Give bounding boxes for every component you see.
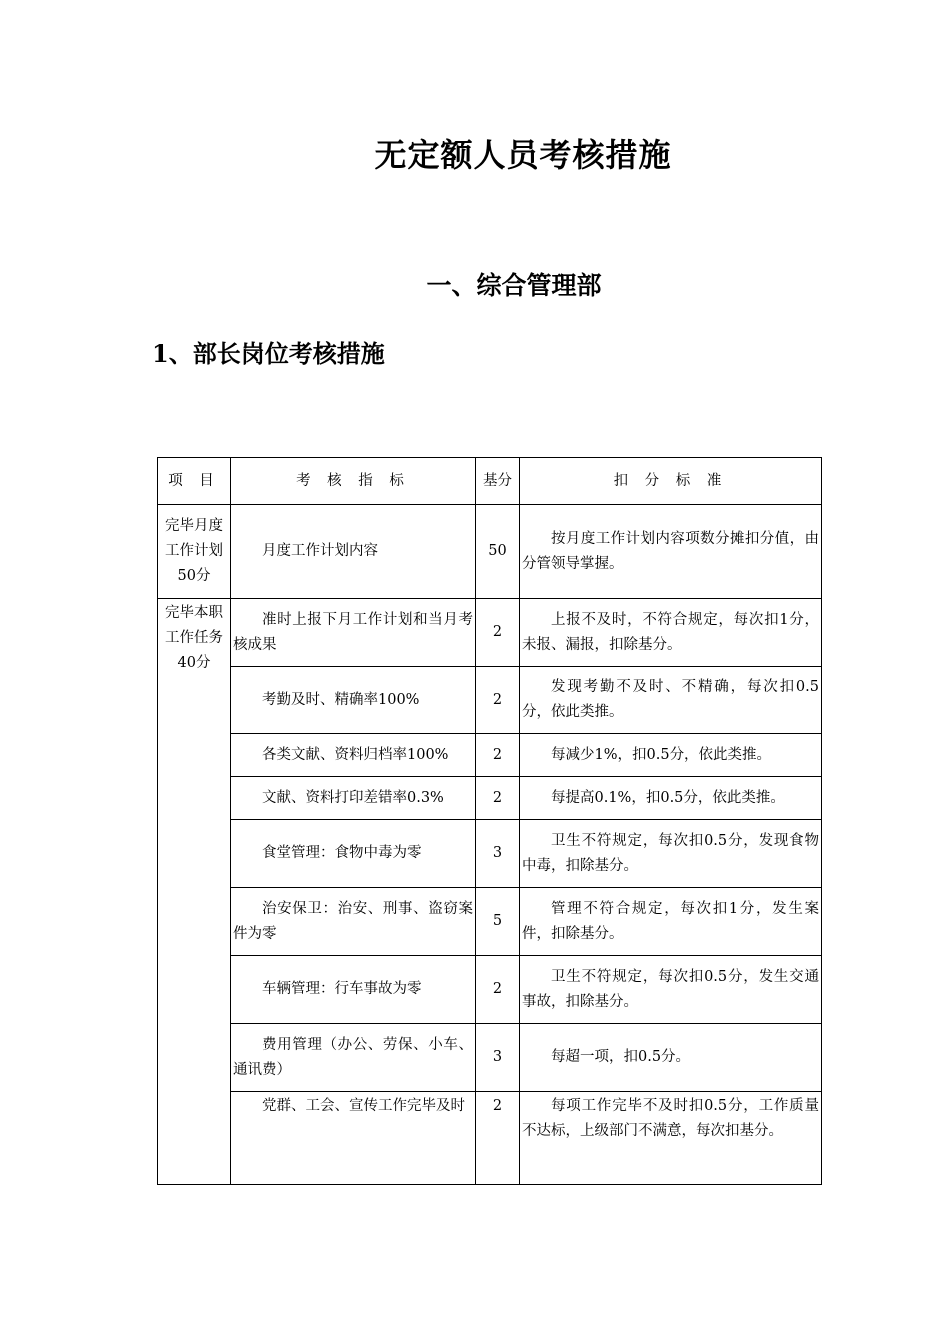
standard-cell: 每提高0.1%，扣0.5分，依此类推。 <box>520 777 822 820</box>
standard-cell: 发现考勤不及时、不精确，每次扣0.5分，依此类推。 <box>520 667 822 734</box>
table-row <box>158 1092 822 1185</box>
base-score-cell: 2 <box>476 777 520 820</box>
base-score-cell: 50 <box>476 505 520 599</box>
base-score-cell: 2 <box>476 1092 520 1185</box>
base-score-cell: 2 <box>476 734 520 777</box>
project-cell: 完毕月度工作计划50分 <box>158 505 231 599</box>
table-row <box>158 734 822 777</box>
standard-cell: 上报不及时，不符合规定，每次扣1分，未报、漏报，扣除基分。 <box>520 599 822 667</box>
subsection-heading: 1、部长岗位考核措施 <box>152 339 385 368</box>
table-row <box>158 505 822 599</box>
table-row <box>158 1024 822 1092</box>
indicator-cell: 车辆管理：行车事故为零 <box>231 956 476 1024</box>
document-title: 无定额人员考核措施 <box>374 136 672 174</box>
standard-cell: 每项工作完毕不及时扣0.5分，工作质量不达标，上级部门不满意，每次扣基分。 <box>520 1092 822 1185</box>
standard-cell: 卫生不符规定，每次扣0.5分，发生交通事故，扣除基分。 <box>520 956 822 1024</box>
table-header-row <box>158 458 822 505</box>
indicator-cell: 月度工作计划内容 <box>231 505 476 599</box>
base-score-cell: 2 <box>476 956 520 1024</box>
table-row <box>158 667 822 734</box>
standard-cell: 卫生不符规定，每次扣0.5分，发现食物中毒，扣除基分。 <box>520 820 822 888</box>
standard-cell: 每减少1%，扣0.5分，依此类推。 <box>520 734 822 777</box>
project-cell: 完毕本职工作任务40分 <box>158 599 231 1185</box>
standard-cell: 按月度工作计划内容项数分摊扣分值，由分管领导掌握。 <box>520 505 822 599</box>
indicator-cell: 文献、资料打印差错率0.3% <box>231 777 476 820</box>
indicator-cell: 费用管理（办公、劳保、小车、通讯费） <box>231 1024 476 1092</box>
table-row <box>158 820 822 888</box>
indicator-cell: 党群、工会、宣传工作完毕及时 <box>231 1092 476 1185</box>
indicator-cell: 各类文献、资料归档率100% <box>231 734 476 777</box>
indicator-cell: 考勤及时、精确率100% <box>231 667 476 734</box>
base-score-cell: 2 <box>476 667 520 734</box>
table-row <box>158 777 822 820</box>
table-row <box>158 888 822 956</box>
table-row <box>158 956 822 1024</box>
section-heading: 一、综合管理部 <box>426 271 602 300</box>
standard-cell: 管理不符合规定，每次扣1分，发生案件，扣除基分。 <box>520 888 822 956</box>
base-score-cell: 5 <box>476 888 520 956</box>
header-project: 项 目 <box>158 458 231 505</box>
base-score-cell: 3 <box>476 1024 520 1092</box>
base-score-cell: 2 <box>476 599 520 667</box>
indicator-cell: 食堂管理：食物中毒为零 <box>231 820 476 888</box>
header-deduction-standard: 扣 分 标 准 <box>520 458 822 505</box>
standard-cell: 每超一项，扣0.5分。 <box>520 1024 822 1092</box>
indicator-cell: 治安保卫：治安、刑事、盗窃案件为零 <box>231 888 476 956</box>
assessment-table <box>157 457 822 1185</box>
base-score-cell: 3 <box>476 820 520 888</box>
header-base-score: 基分 <box>476 458 520 505</box>
table-row <box>158 599 822 667</box>
header-indicator: 考 核 指 标 <box>231 458 476 505</box>
indicator-cell: 准时上报下月工作计划和当月考核成果 <box>231 599 476 667</box>
